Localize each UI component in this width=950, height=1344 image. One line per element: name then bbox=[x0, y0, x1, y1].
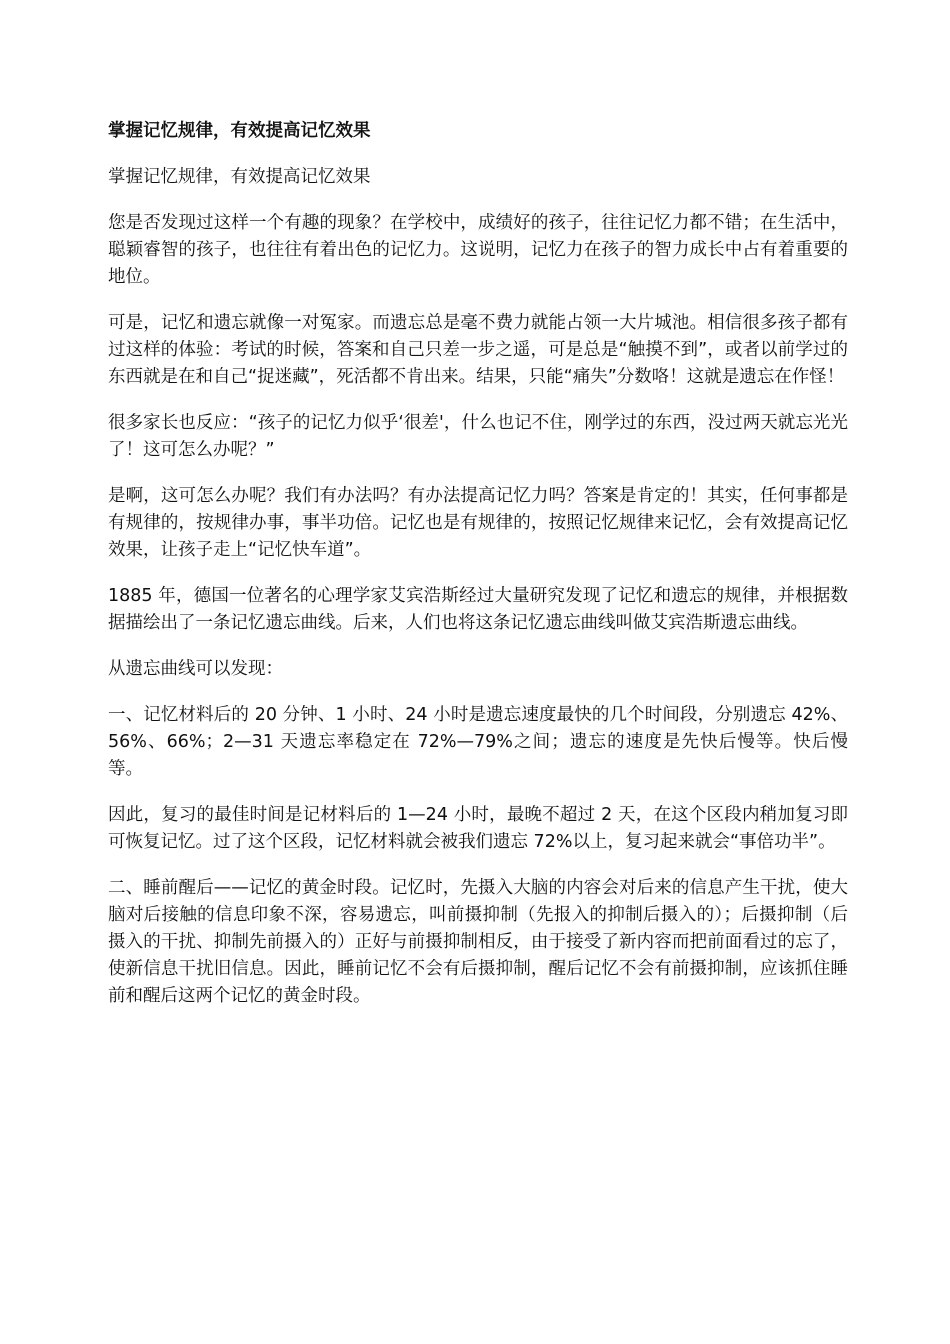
paragraph-subtitle: 掌握记忆规律，有效提高记忆效果 bbox=[108, 167, 371, 187]
paragraph-parents-quote: 很多家长也反应：“孩子的记忆力似乎‘很差'，什么也记不住，刚学过的东西，没过两天就忘光光了！这可怎么办呢？” bbox=[108, 413, 848, 460]
paragraph-point-one: 一、记忆材料后的 20 分钟、1 小时、24 小时是遗忘速度最快的几个时间段，分别遗忘 42%、56%、66%；2—31 天遗忘率稳定在 72%—79%之间；遗忘的速度是先快后慢等。快后慢等。 bbox=[108, 705, 848, 779]
paragraph-review-time: 因此，复习的最佳时间是记材料后的 1—24 小时，最晚不超过 2 天，在这个区段内稍加复习即可恢复记忆。过了这个区段，记忆材料就会被我们遗忘 72%以上，复习起来就会“事倍功半”。 bbox=[108, 805, 848, 852]
paragraph-forgetting: 可是，记忆和遗忘就像一对冤家。而遗忘总是毫不费力就能占领一大片城池。相信很多孩子都有过这样的体验：考试的时候，答案和自己只差一步之遥，可是总是“触摸不到”，或者以前学过的东西就是在和自己“捉迷藏”，死活都不肯出来。结果，只能“痛失”分数咯！这就是遗忘在作怪！ bbox=[108, 313, 848, 387]
paragraph-intro: 您是否发现过这样一个有趣的现象？在学校中，成绩好的孩子，往往记忆力都不错；在生活中，聪颖睿智的孩子，也往往有着出色的记忆力。这说明，记忆力在孩子的智力成长中占有着重要的地位。 bbox=[108, 213, 848, 287]
document-title: 掌握记忆规律，有效提高记忆效果 bbox=[108, 121, 371, 141]
paragraph-ebbinghaus: 1885 年，德国一位著名的心理学家艾宾浩斯经过大量研究发现了记忆和遗忘的规律，并根据数据描绘出了一条记忆遗忘曲线。后来，人们也将这条记忆遗忘曲线叫做艾宾浩斯遗忘曲线。 bbox=[108, 586, 848, 633]
document-page bbox=[108, 118, 848, 1029]
paragraph-solution: 是啊，这可怎么办呢？我们有办法吗？有办法提高记忆力吗？答案是肯定的！其实，任何事都是有规律的，按规律办事，事半功倍。记忆也是有规律的，按照记忆规律来记忆，会有效提高记忆效果，让孩子走上“记忆快车道”。 bbox=[108, 486, 848, 560]
paragraph-point-two: 二、睡前醒后——记忆的黄金时段。记忆时，先摄入大脑的内容会对后来的信息产生干扰，使大脑对后接触的信息印象不深，容易遗忘，叫前摄抑制（先报入的抑制后摄入的）；后摄抑制（后摄入的干扰、抑制先前摄入的）正好与前摄抑制相反，由于接受了新内容而把前面看过的忘了，使新信息干扰旧信息。因此，睡前记忆不会有后摄抑制，醒后记忆不会有前摄抑制，应该抓住睡前和醒后这两个记忆的黄金时段。 bbox=[108, 878, 848, 1006]
paragraph-curve-intro: 从遗忘曲线可以发现： bbox=[108, 659, 283, 679]
